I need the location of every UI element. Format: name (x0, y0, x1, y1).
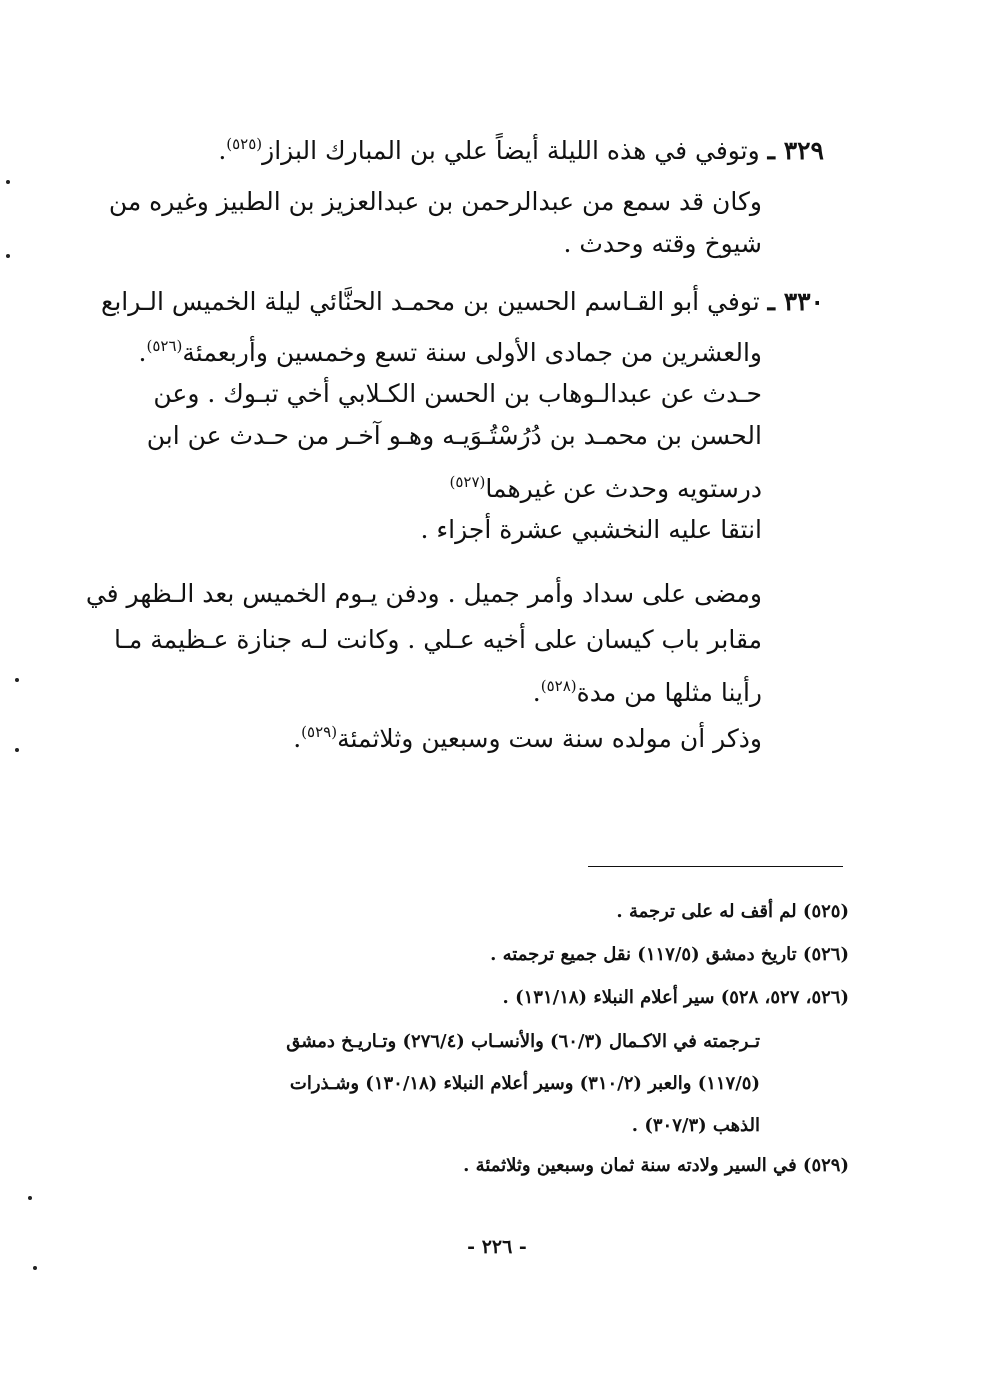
entry-330-line-3: حـدث عن عبدالـوهاب بن الحسن الكـلابي أخي تبـوك . وعن (153, 379, 762, 408)
entry-330-line-2: والعشرين من جمادى الأولى سنة تسع وخمسين وأربعمئة$^{(٥٢٦)}$. (138, 337, 762, 367)
scan-speck (33, 1266, 37, 1270)
footnote-526-528: (٥٢٦، ٥٢٧، ٥٢٨) سير أعلام النبلاء (١٣١/١٨) . (502, 987, 849, 1008)
paragraph-line-1: ومضى على سداد وأمر جميل . ودفن يـوم الخميس بعد الـظهر في (85, 579, 762, 608)
footnote-528-line-1: تـرجمته في الاكـمال (٦٠/٣) والأنسـاب (٢٧٦/٤) وتـاريـخ دمشق (286, 1031, 760, 1052)
scan-speck (6, 254, 10, 258)
footnote-529: (٥٢٩) في السير ولادته سنة ثمان وسبعين وثلاثمئة . (463, 1155, 849, 1176)
scan-speck (15, 678, 19, 682)
entry-330-line-6: انتقا عليه النخشبي عشرة أجزاء . (420, 515, 762, 544)
entry-330-line-1: ٣٣٠ ـ توفي أبو القـاسم الحسين بن محمـد الحنَّائي ليلة الخميس الـرابع (101, 287, 824, 316)
entry-329-line-1: ٣٢٩ ـ وتوفي في هذه الليلة أيضاً علي بن المبارك البزاز$^{(٥٢٥)}$. (218, 135, 824, 165)
footnote-ref: (٥٢٩) (301, 723, 338, 741)
entry-330-line-4: الحسن بن محمـد بن دُرُسْتُـوَيـه وهـو آخـر من حـدث عن ابن (146, 421, 762, 450)
footnote-526: (٥٢٦) تاريخ دمشق (١١٧/٥) نقل جميع ترجمته . (490, 944, 849, 965)
paragraph-line-3: رأينا مثلها من مدة$^{(٥٢٨)}$. (532, 677, 762, 707)
entry-329-line-3: شيوخ وقته وحدث . (563, 229, 762, 258)
footnote-525: (٥٢٥) لم أقف له على ترجمة . (616, 901, 849, 922)
footnote-ref: (٥٢٧) (449, 473, 486, 491)
scan-speck (28, 1196, 32, 1200)
paragraph-line-2: مقابر باب كيسان على أخيه عـلي . وكانت لـه جنازة عـظيمة مـا (113, 625, 762, 654)
footnote-ref: (٥٢٦) (146, 337, 183, 355)
entry-330-line-5: درستويه وحدث عن غيرهما$^{(٥٢٧)}$ (449, 473, 762, 503)
entry-number: ٣٢٩ ـ (767, 136, 824, 165)
entry-number: ٣٣٠ ـ (767, 287, 824, 316)
scan-speck (15, 748, 19, 752)
scan-speck (6, 180, 10, 184)
footnote-separator (588, 866, 843, 867)
footnote-ref: (٥٢٨) (540, 677, 577, 695)
page-number: - ٢٢٦ - (467, 1236, 527, 1258)
footnote-528-line-3: الذهب (٣٠٧/٣) . (631, 1115, 760, 1136)
entry-329-line-2: وكان قد سمع من عبدالرحمن بن عبدالعزيز بن الطبيز وغيره من (108, 187, 762, 216)
footnote-ref: (٥٢٥) (226, 135, 263, 153)
footnote-528-line-2: (١١٧/٥) والعبر (٣١٠/٢) وسير أعلام النبلاء (١٣٠/١٨) وشـذرات (289, 1073, 760, 1094)
paragraph-line-4: وذكر أن مولده سنة ست وسبعين وثلاثمئة$^{(٥٢٩)}$. (293, 723, 762, 753)
